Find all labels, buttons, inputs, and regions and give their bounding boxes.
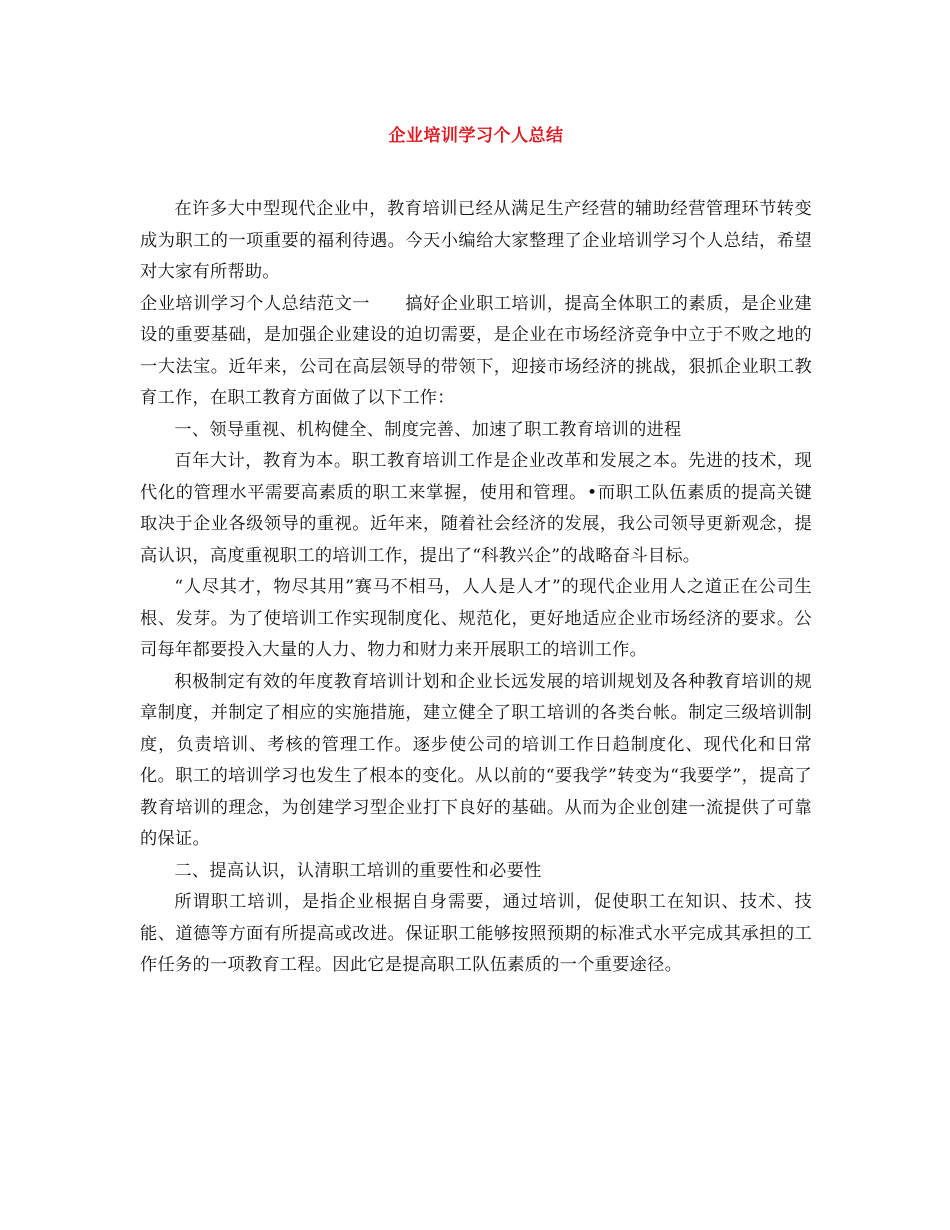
section-heading-one: 一、领导重视、机构健全、制度完善、加速了职工教育培训的进程 [174,419,682,440]
paragraph-education: 百年大计，教育为本。职工教育培训工作是企业改革和发展之本。先进的技术，现代化的管理水平需要高素质的职工来掌握，使用和管理。•而职工队伍素质的提高关键取决于企业各级领导的重视。近年来，随着社会经济的发展，我公司领导更新观念，提高认识，高度重视职工的培训工作，提出了“科教兴企”的战略奋斗目标。 [140,451,812,566]
paragraph-talent: “人尽其才，物尽其用”赛马不相马，人人是人才”的现代企业用人之道正在公司生根、发芽。为了使培训工作实现制度化、规范化，更好地适应企业市场经济的要求。公司每年都要投入大量的人力、物力和财力来开展职工的培训工作。 [140,577,812,660]
section-heading-two: 二、提高认识，认清职工培训的重要性和必要性 [174,860,542,881]
paragraph-planning: 积极制定有效的年度教育培训计划和企业长远发展的培训规划及各种教育培训的规章制度，并制定了相应的实施措施，建立健全了职工培训的各类台帐。制定三级培训制度，负责培训、考核的管理工作。逐步使公司的培训工作日趋制度化、现代化和日常化。职工的培训学习也发生了根本的变化。从以前的“要我学”转变为“我要学”，提高了教育培训的理念，为创建学习型企业打下良好的基础。从而为企业创建一流提供了可靠的保证。 [140,671,812,849]
paragraph-intro: 在许多大中型现代企业中，教育培训已经从满足生产经营的辅助经营管理环节转变成为职工的一项重要的福利待遇。今天小编给大家整理了企业培训学习个人总结，希望对大家有所帮助。 [140,199,812,282]
paragraph-definition: 所谓职工培训，是指企业根据自身需要，通过培训，促使职工在知识、技术、技能、道德等方面有所提高或改进。保证职工能够按照预期的标准式水平完成其承担的工作任务的一项教育工程。因此它是提高职工队伍素质的一个重要途径。 [140,892,812,975]
document-body [140,118,812,982]
document-title: 企业培训学习个人总结 [388,126,564,146]
paragraph-example-one: 企业培训学习个人总结范文一 搞好企业职工培训，提高全体职工的素质，是企业建设的重要基础，是加强企业建设的迫切需要，是企业在市场经济竞争中立于不败之地的一大法宝。近年来，公司在高层领导的带领下，迎接市场经济的挑战，狠抓企业职工教育工作，在职工教育方面做了以下工作： [140,293,812,408]
